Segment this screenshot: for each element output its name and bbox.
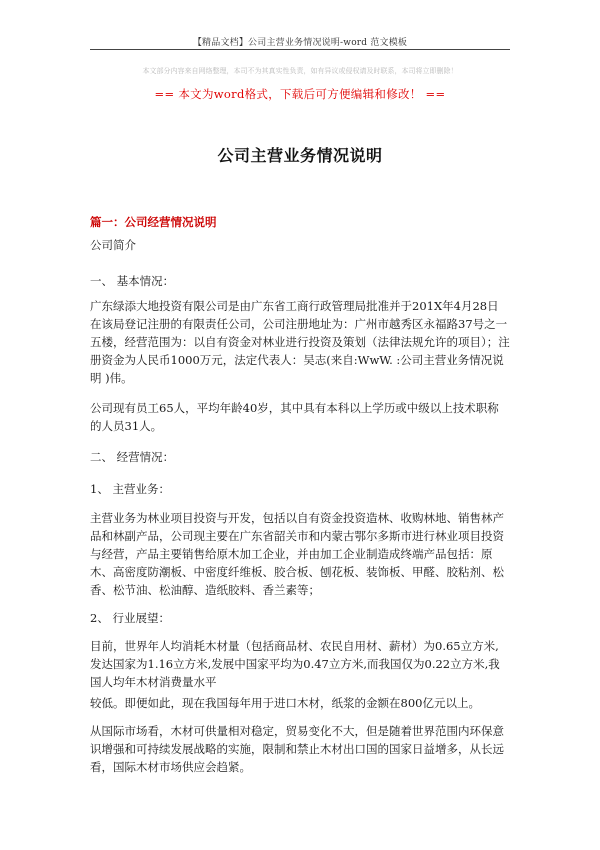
section-heading: 篇一：公司经营情况说明 <box>90 215 217 229</box>
outlook-heading: 2、 行业展望： <box>90 611 170 625</box>
intro-label: 公司简介 <box>90 238 136 252</box>
header-divider <box>90 49 510 50</box>
download-notice: == 本文为word格式，下载后可方便编辑和修改！ == <box>154 87 446 101</box>
page-title: 公司主营业务情况说明 <box>217 146 383 165</box>
main-business-paragraph: 主营业务为林业项目投资与开发，包括以自有资金投资造林、收购林地、销售林产品和林副产品，公司现主要在广东省韶关市和内蒙古鄂尔多斯市进行林业项目投资与经营，产品主要销售给原木加工企业，并由加工企业制造成终端产品包括：原木、高密度防潮板、中密度纤维板、胶合板、刨花板、装饰板、甲醛、胶粘剂、松香、松节油、松油醇、造纸胶料、香兰素等； <box>90 511 504 597</box>
international-market-paragraph: 从国际市场看，木材可供量相对稳定，贸易变化不大，但是随着世界范围内环保意识增强和可持续发展战略的实施，限制和禁止木材出口国的国家日益增多，从长远看，国际木材市场供应会趋紧。 <box>90 724 504 774</box>
company-paragraph: 广东绿添大地投资有限公司是由广东省工商行政管理局批准并于201X年4月28日在该局登记注册的有限责任公司，公司注册地址为：广州市越秀区永福路37号之一五楼，经营范围为：以自有资金对林业进行投资及策划（法律法规允许的项目）；注册资金为人民币1000万元，法定代表人：吴志(来自:WwW. :公司主营业务情况说明 )伟。 <box>90 299 510 385</box>
running-header: 【精品文档】公司主营业务情况说明-word 范文模板 <box>192 38 408 48</box>
world-consumption-paragraph: 目前，世界年人均消耗木材量（包括商品材、农民自用材、薪材）为0.65立方米,发达国家为1.16立方米,发展中国家平均为0.47立方米,而我国仅为0.22立方米,我国人均年木材消费量水平 <box>90 639 500 689</box>
main-business-heading: 1、 主营业务： <box>90 482 170 496</box>
disclaimer-text: 本文部分内容来自网络整理，本司不为其真实性负责，如有异议或侵权请及时联系，本司将立即删除！ <box>142 67 458 75</box>
staff-paragraph: 公司现有员工65人，平均年龄40岁，其中具有本科以上学历或中级以上技术职称的人员31人。 <box>90 401 499 433</box>
basic-info-heading: 一、 基本情况： <box>90 274 175 288</box>
operations-heading: 二、 经营情况： <box>90 450 175 464</box>
import-comparison-paragraph: 较低。即便如此，现在我国每年用于进口木材，纸浆的金额在800亿元以上。 <box>90 696 480 710</box>
